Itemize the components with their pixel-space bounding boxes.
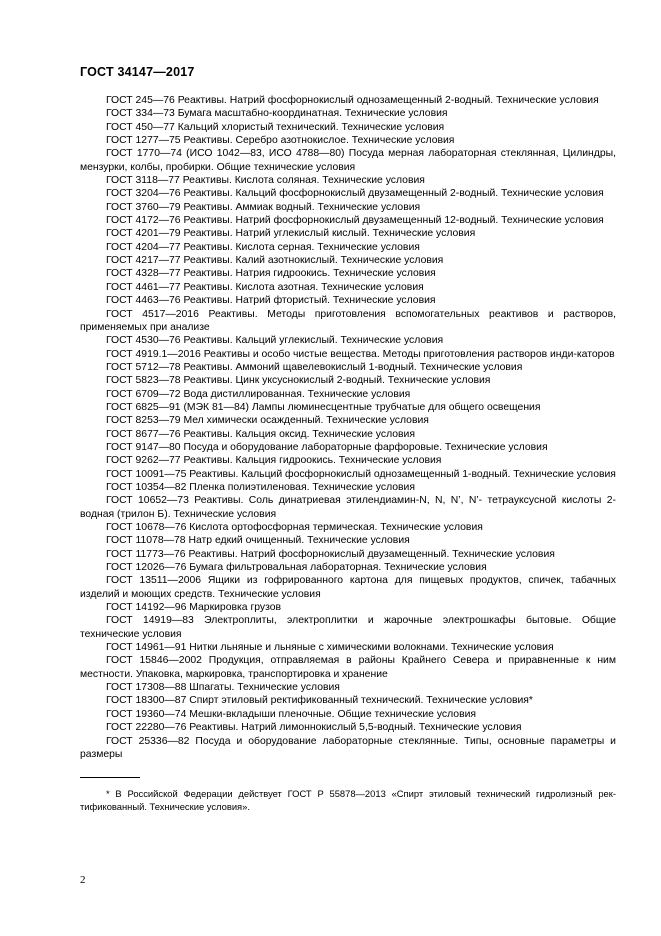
- footnote-divider: [80, 777, 140, 778]
- reference-item: ГОСТ 3760—79 Реактивы. Аммиак водный. Технические условия: [106, 201, 421, 213]
- reference-item: ГОСТ 245—76 Реактивы. Натрий фосфорнокислый однозамещенный 2-водный. Технические условия: [106, 95, 599, 106]
- reference-item: ГОСТ 18300—87 Спирт этиловый ректификованный технический. Технические условия*: [106, 695, 533, 707]
- reference-item: ГОСТ 11773—76 Реактивы. Натрий фосфорнокислый двузамещенный. Технические условия: [106, 548, 555, 560]
- reference-item: ГОСТ 1277—75 Реактивы. Серебро азотнокислое. Технические условия: [106, 135, 455, 147]
- reference-item: ГОСТ 3118—77 Реактивы. Кислота соляная. Технические условия: [106, 175, 425, 187]
- footnote-text: * В Российской Федерации действует ГОСТ Р 55878—2013 «Спирт этиловый технический гидролизный рек-тификованный. Технические условия».: [80, 788, 616, 812]
- reference-item: ГОСТ 15846—2002 Продукция, отправляемая в районы Крайнего Севера и приравненные к ним местности. Упаковка, маркировка, транспортировка и хранение: [80, 655, 616, 680]
- reference-item: ГОСТ 22280—76 Реактивы. Натрий лимоннокислый 5,5-водный. Технические условия: [106, 722, 522, 734]
- reference-item: ГОСТ 12026—76 Бумага фильтровальная лабораторная. Технические условия: [106, 562, 487, 574]
- reference-item: ГОСТ 14192—96 Маркировка грузов: [106, 602, 282, 614]
- reference-item: ГОСТ 25336—82 Посуда и оборудование лабораторные стеклянные. Типы, основные параметры и размеры: [80, 735, 616, 760]
- reference-item: ГОСТ 4201—79 Реактивы. Натрий углекислый кислый. Технические условия: [106, 228, 476, 240]
- reference-item: ГОСТ 10678—76 Кислота ортофосфорная термическая. Технические условия: [106, 522, 483, 533]
- reference-item: ГОСТ 10652—73 Реактивы. Соль динатриевая этилендиамин-N, N, N’, N’- тетрауксусной кислоты 2-водная (трилон Б). Технические условия: [80, 495, 616, 520]
- reference-item: ГОСТ 10354—82 Пленка полиэтиленовая. Технические условия: [106, 481, 415, 493]
- reference-item: ГОСТ 4204—77 Реактивы. Кислота серная. Технические условия: [106, 241, 420, 253]
- document-header: ГОСТ 34147—2017: [80, 65, 195, 79]
- reference-item: ГОСТ 4172—76 Реактивы. Натрий фосфорнокислый двузамещенный 12-водный. Технические условия: [106, 215, 604, 227]
- reference-item: ГОСТ 17308—88 Шпагаты. Технические условия: [106, 682, 340, 694]
- reference-item: ГОСТ 11078—78 Натр едкий очищенный. Технические условия: [106, 535, 410, 547]
- reference-item: ГОСТ 6709—72 Вода дистиллированная. Технические условия: [106, 388, 411, 400]
- reference-item: ГОСТ 9147—80 Посуда и оборудование лабораторные фарфоровые. Технические условия: [106, 441, 548, 453]
- reference-item: ГОСТ 4217—77 Реактивы. Калий азотнокислый. Технические условия: [106, 255, 444, 267]
- reference-item: ГОСТ 4461—77 Реактивы. Кислота азотная. Технические условия: [106, 281, 424, 293]
- reference-item: ГОСТ 8677—76 Реактивы. Кальция оксид. Технические условия: [106, 428, 415, 440]
- reference-item: ГОСТ 5712—78 Реактивы. Аммоний щавелевокислый 1-водный. Технические условия: [106, 361, 523, 373]
- reference-item: ГОСТ 19360—74 Мешки-вкладыши пленочные. Общие технические условия: [106, 708, 477, 720]
- reference-item: ГОСТ 14961—91 Нитки льняные и льняные с химическими волокнами. Технические условия: [106, 642, 554, 654]
- reference-item: ГОСТ 4328—77 Реактивы. Натрия гидроокись. Технические условия: [106, 268, 436, 280]
- reference-item: ГОСТ 4919.1—2016 Реактивы и особо чистые вещества. Методы приготовления растворов инди-каторов: [106, 348, 615, 360]
- reference-item: ГОСТ 10091—75 Реактивы. Кальций фосфорнокислый однозамещенный 1-водный. Технические условия: [106, 468, 616, 480]
- reference-item: ГОСТ 9262—77 Реактивы. Кальция гидроокись. Технические условия: [106, 455, 442, 467]
- reference-item: ГОСТ 4530—76 Реактивы. Кальций углекислый. Технические условия: [106, 335, 444, 347]
- reference-item: ГОСТ 6825—91 (МЭК 81—84) Лампы люминесцентные трубчатые для общего освещения: [106, 401, 541, 413]
- reference-item: ГОСТ 13511—2006 Ящики из гофрированного картона для пищевых продуктов, спичек, табачных изделий и моющих средств. Технические условия: [80, 575, 616, 600]
- normative-references-list: [80, 94, 616, 761]
- reference-item: ГОСТ 8253—79 Мел химически осажденный. Технические условия: [106, 415, 429, 427]
- reference-item: ГОСТ 450—77 Кальций хлористый технический. Технические условия: [106, 121, 445, 133]
- reference-item: ГОСТ 3204—76 Реактивы. Кальций фосфорнокислый двузамещенный 2-водный. Технические условия: [106, 188, 604, 200]
- reference-item: ГОСТ 334—73 Бумага масштабно-координатная. Технические условия: [106, 108, 448, 120]
- reference-item: ГОСТ 4517—2016 Реактивы. Методы приготовления вспомогательных реактивов и растворов, применяемых при анализе: [80, 308, 616, 333]
- reference-item: ГОСТ 5823—78 Реактивы. Цинк уксуснокислый 2-водный. Технические условия: [106, 375, 491, 387]
- footnote: [80, 788, 616, 813]
- reference-item: ГОСТ 4463—76 Реактивы. Натрий фтористый. Технические условия: [106, 295, 436, 307]
- reference-item: ГОСТ 14919—83 Электроплиты, электроплитки и жарочные электрошкафы бытовые. Общие технические условия: [80, 615, 616, 640]
- page-number: 2: [80, 874, 86, 886]
- reference-item: ГОСТ 1770—74 (ИСО 1042—83, ИСО 4788—80) Посуда мерная лабораторная стеклянная, Цилиндры, мензурки, колбы, пробирки. Общие технические условия: [80, 148, 616, 173]
